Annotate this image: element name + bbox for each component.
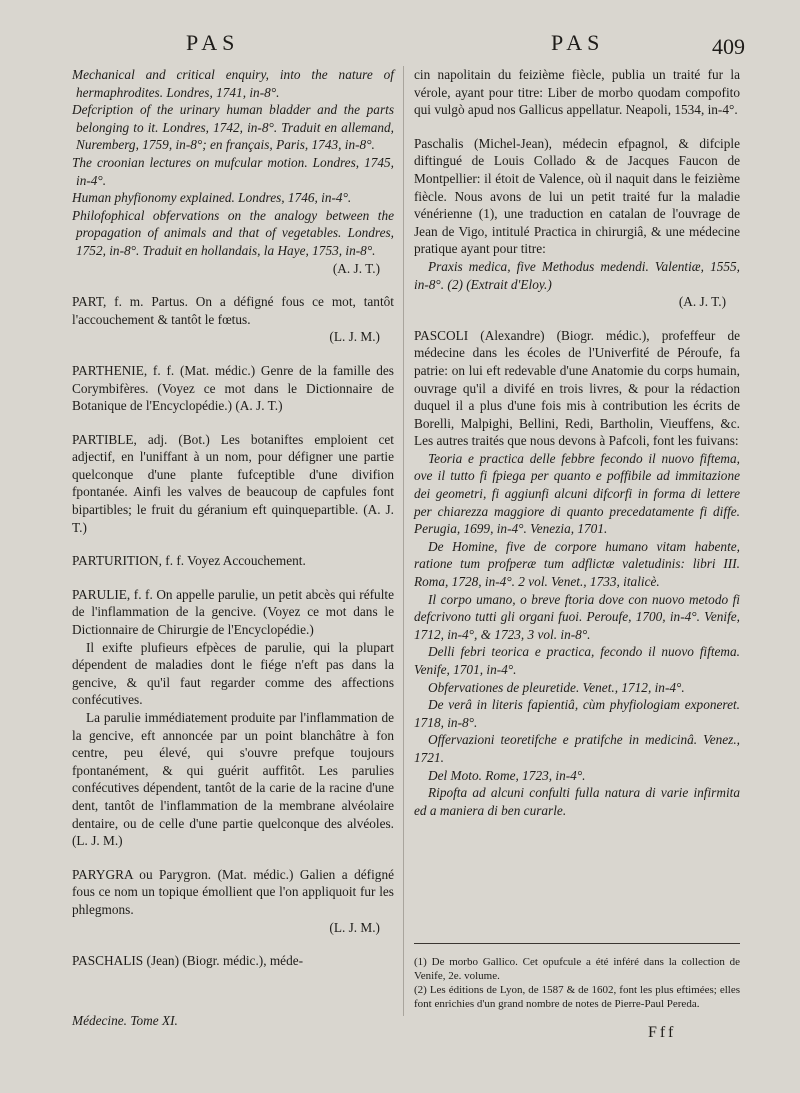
entry-part: PART, f. m. Partus. On a défigné fous ce mot, tantôt l'accouchement & tantôt le fœtus. (72, 294, 394, 327)
right-column (414, 66, 740, 819)
entry-paschalis-michel: Paschalis (Michel-Jean), médecin efpagnol, & difciple diftingué de Louis Collado & de Jacques Faucon de Montpellier: il étoit de Valence, où il naquit dans le feizième fiècle. Nous avons de lui un petit traité fur la maladie vénérienne (1), une traduction en catalan de l'ouvrage de Jean de Vigo, intitulé Practica in chirurgiâ, & une médecine pratique ayant pour titre: (414, 135, 740, 257)
entry-parygra: PARYGRA ou Parygron. (Mat. médic.) Galien a défigné fous ce nom un topique émollient que l'on appliquoit fur les phlegmons. (72, 866, 394, 917)
footnote-2: (2) Les éditions de Lyon, de 1587 & de 1602, font les plus eftimées; elles font enrichies d'un grand nombre de notes de Pierre-Paul Pereda. (414, 984, 740, 1010)
footnote-rule (414, 943, 740, 944)
paragraph: Il exifte plufieurs efpèces de parulie, qui la plupart dépendent de maladies dont le fiége n'eft pas dans la gencive, & qu'il faut regarder comme des affections confécutives. (72, 639, 394, 708)
entry-paschalis-jean: PASCHALIS (Jean) (Biogr. médic.), méde- (72, 953, 304, 969)
author-signature: (A. J. T.) (678, 294, 726, 310)
bibliography-item: Delli febri teorica e practica, fecondo il nuovo fiftema. Venife, 1701, in-4°. (414, 644, 740, 677)
bibliography-item: De verâ in literis fapientiâ, cùm phyfiologiam exponeret. 1718, in-8°. (414, 697, 740, 730)
volume-footer: Médecine. Tome XI. (72, 1013, 178, 1028)
entry-partible: PARTIBLE, adj. (Bot.) Les botaniftes emploient cet adjectif, en l'uniffant à un nom, pour défigner une partie quelconque d'une plante fufceptible d'une divifion fpontanée. Ainfi les valves de beaucoup de capfules font bipartibles; le fruit du géranium eft quinquepartible. (A. J. T.) (72, 431, 394, 535)
bibliography-item: Teoria e practica delle febbre fecondo il nuovo fiftema, ove il tutto fi fpiega per quanto e poffibile ad immitazione dei geometri, fi aggiunfi alcuni difcorfi in forma di lettere per chiarezza maggiore di quanto precedatamente fi diffe. Perugia, 1699, in-4°. Venezia, 1701. (414, 450, 740, 537)
column-divider (403, 66, 404, 1016)
paragraph: The croonian lectures on mufcular motion. Londres, 1745, in-4°. (72, 154, 394, 188)
paragraph: Mechanical and critical enquiry, into the nature of hermaphrodites. Londres, 1741, in-8°. (72, 67, 394, 100)
entry-pascoli: PASCOLI (Alexandre) (Biogr. médic.), profeffeur de médecine dans les écoles de l'Univerfité de Péroufe, fa patrie: on lui eft redevable d'une Anatomie du corps humain, ouvrage qu'il a divifé en trois livres, & pour la rédaction duquel il a plus d'une fois mis à contribution les écrits de Borelli, Malpighi, Bellini, Redi, Bartholin, Vieuffens, &c. Les autres traités que nous devons à Pafcoli, font les fuivans: (414, 327, 740, 449)
entry-parthenie: PARTHENIE, f. f. (Mat. médic.) Genre de la famille des Corymbifères. (Voyez ce mot dans le Dictionnaire de Botanique de l'Encyclopédie.) (A. J. T.) (72, 362, 394, 414)
entry-parturition: PARTURITION, f. f. Voyez Accouchement. (72, 553, 306, 569)
bibliography-item: Il corpo umano, o breve ftoria dove con nuovo metodo fi defcrivono tutti gli organi fuoi. Peroufe, 1700, in-4°. Venife, 1712, in-4°, & 1723, 3 vol. in-8°. (414, 591, 740, 642)
bibliography-item: Obfervationes de pleuretide. Venet., 1712, in-4°. (428, 679, 685, 695)
bibliography-item: Del Moto. Rome, 1723, in-4°. (428, 767, 586, 783)
bibliography-item: Offervazioni teoretifche e pratifche in medicinâ. Venez., 1721. (414, 732, 740, 765)
running-head-left: PAS (186, 30, 240, 55)
paragraph: Praxis medica, five Methodus medendi. Valentiæ, 1555, in-8°. (2) (Extrait d'Eloy.) (414, 258, 740, 292)
paragraph: Defcription of the urinary human bladder and the parts belonging to it. Londres, 1742, in-8°. Traduit en allemand, Nuremberg, 1759, in-8°; en français, Paris, 1743, in-8°. (72, 102, 394, 153)
bibliography-item: Ripofta ad alcuni confulti fulla natura di varie infirmita ed a maniera di ben curarle. (414, 785, 740, 818)
running-head-right: PAS (551, 30, 605, 55)
paragraph: cin napolitain du feizième fiècle, publia un traité fur la vérole, ayant pour titre: Liber de morbo quodam compofito qui vulgò apud nos Gallicus appellatur. Neapoli, 1534, in-4°. (414, 67, 740, 118)
author-signature: (A. J. T.) (332, 260, 380, 276)
paragraph: Human phyfionomy explained. Londres, 1746, in-4°. (72, 190, 352, 206)
entry-parulie: PARULIE, f. f. On appelle parulie, un petit abcès qui réfulte de l'inflammation de la gencive. (Voyez ce mot dans le Dictionnaire de Chirurgie de l'Encyclopédie.) (72, 586, 394, 638)
page-number: 409 (712, 34, 745, 59)
author-signature: (L. J. M.) (329, 919, 380, 935)
left-column (72, 66, 394, 970)
paragraph: La parulie immédiatement produite par l'inflammation de la gencive, eft annoncée par un point blanchâtre à fon centre, peu élevé, qui s'ouvre prefque toujours fpontanément, & qui guérit auffitôt. Les parulies confécutives dépendent, tantôt de la carie de la racine d'une dent, tantôt de l'inflammation de la membrane alvéolaire dentaire, ou de celle d'une partie quelconque des alvéoles. (L. J. M.) (72, 710, 394, 849)
footnote-1: (1) De morbo Gallico. Cet opufcule a été inféré dans la collection de Venife, 2e. volume. (414, 956, 740, 982)
paragraph: Philofophical obfervations on the analogy between the propagation of animals and that of vegetables. Londres, 1752, in-8°. Traduit en hollandais, la Haye, 1753, in-8°. (72, 207, 394, 258)
bibliography-item: De Homine, five de corpore humano vitam habente, ratione tum profperæ tum adflictæ valetudinis: libri III. Roma, 1728, in-4°. 2 vol. Venet., 1733, italicè. (414, 538, 740, 590)
author-signature: (L. J. M.) (329, 329, 380, 345)
signature-mark: Fff (648, 1024, 677, 1041)
